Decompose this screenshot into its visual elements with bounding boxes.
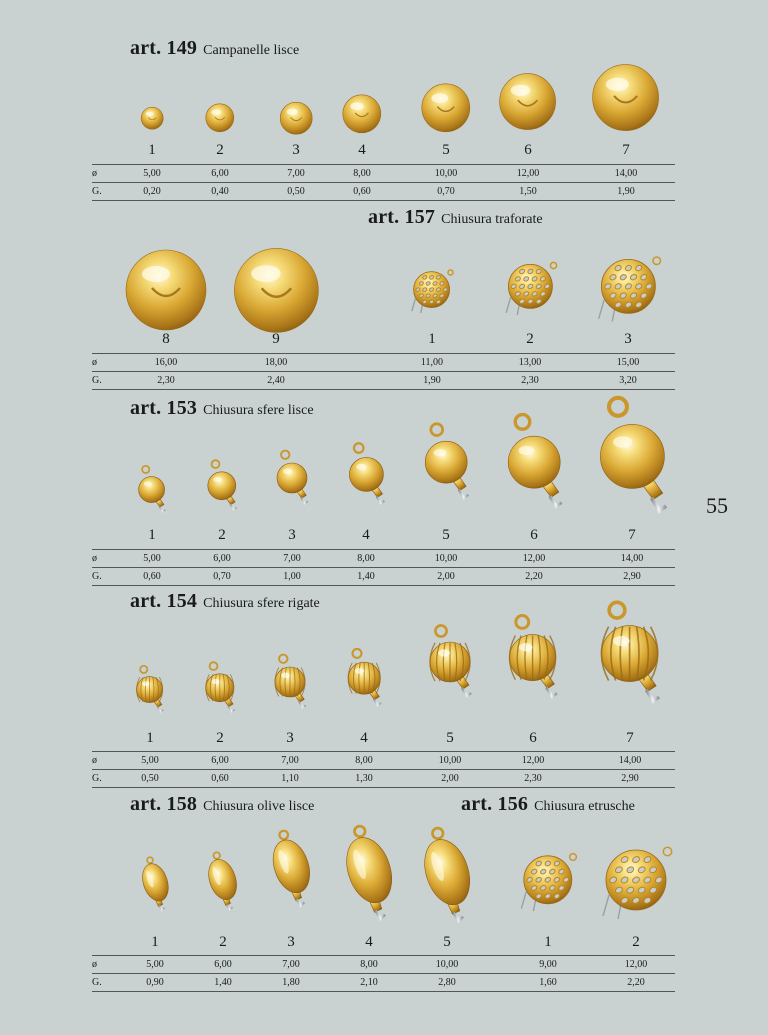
dome-highlight [212, 110, 222, 116]
dome-highlight [145, 111, 153, 115]
section-title-art-158 [130, 793, 314, 816]
diameter-value: 7,00 [283, 553, 301, 564]
diameter-value: 5,00 [143, 168, 161, 179]
top-ring [281, 451, 289, 459]
weight-value: 1,30 [355, 773, 373, 784]
diameter-value: 12,00 [521, 755, 545, 766]
weight-value: 1,90 [617, 186, 635, 197]
row-label-diameter [92, 165, 112, 183]
row-label-weight [92, 770, 112, 788]
dome-highlight [606, 78, 629, 91]
top-ring [214, 853, 220, 859]
diameter-value: 5,00 [143, 553, 161, 564]
diameter-value: 14,00 [618, 755, 642, 766]
diameter-value: 6,00 [214, 959, 232, 970]
table-rule [92, 585, 675, 586]
weight-value: 2,20 [525, 571, 543, 582]
weight-value: 0,90 [146, 977, 164, 988]
weight-value: 0,70 [437, 186, 455, 197]
item-number: 3 [624, 331, 632, 347]
top-ring [210, 662, 218, 670]
table-rule [92, 991, 675, 992]
weight-value: 0,60 [353, 186, 371, 197]
section-title-art-149 [130, 37, 299, 60]
weight-value: 0,50 [141, 773, 159, 784]
diameter-value: 7,00 [281, 755, 299, 766]
item-number: 7 [628, 527, 636, 543]
dome-highlight [351, 103, 364, 111]
row-label-diameter [92, 956, 112, 974]
section-title-art-153 [130, 397, 314, 420]
clasp-tongue [651, 498, 665, 511]
top-ring [609, 397, 627, 415]
top-ring [212, 460, 220, 468]
diameter-value: 12,00 [624, 959, 648, 970]
ring-loop [653, 257, 661, 265]
ball-highlight [142, 682, 150, 687]
row-label-diameter [92, 752, 112, 770]
section-title-art-154 [130, 590, 320, 613]
top-ring [279, 655, 287, 663]
ball-highlight [518, 446, 534, 455]
ring-loop [550, 262, 556, 268]
clasp-tongue [296, 899, 304, 906]
weight-value: 2,00 [441, 773, 459, 784]
diameter-label: ø [92, 168, 97, 179]
weight-value: 2,30 [521, 375, 539, 386]
item-number: 3 [287, 934, 295, 950]
top-ring [516, 616, 529, 629]
table-rule [92, 787, 675, 788]
item-number: 1 [148, 142, 156, 158]
diameter-value: 14,00 [620, 553, 644, 564]
weight-value: 0,20 [143, 186, 161, 197]
row-label-weight [92, 974, 112, 992]
article-name: Campanelle lisce [203, 43, 300, 58]
weight-label: G. [92, 186, 102, 197]
clasp-tongue [550, 496, 562, 506]
article-code: art. 154 [130, 590, 198, 612]
item-number: 6 [530, 527, 538, 543]
item-number: 3 [288, 527, 296, 543]
diameter-value: 12,00 [522, 553, 546, 564]
item-number: 5 [446, 730, 454, 746]
olive-body [339, 832, 400, 909]
ball-highlight [354, 668, 364, 674]
weight-value: 1,60 [539, 977, 557, 988]
olive-body [138, 860, 173, 904]
dome-highlight [251, 265, 280, 282]
olive-body [266, 835, 315, 897]
weight-value: 2,30 [524, 773, 542, 784]
item-number: 8 [162, 331, 170, 347]
diameter-value: 14,00 [614, 168, 638, 179]
diameter-value: 18,00 [264, 357, 288, 368]
weight-label: G. [92, 977, 102, 988]
row-label-weight [92, 568, 112, 586]
article-code: art. 149 [130, 37, 198, 59]
gold-dome [206, 104, 234, 132]
item-number: 5 [443, 934, 451, 950]
top-ring [515, 414, 530, 429]
weight-value: 1,40 [357, 571, 375, 582]
weight-value: 1,90 [423, 375, 441, 386]
item-number: 4 [360, 730, 368, 746]
ball-highlight [144, 482, 152, 487]
table-rule [92, 567, 675, 568]
weight-value: 2,20 [627, 977, 645, 988]
diameter-value: 12,00 [516, 168, 540, 179]
top-ring [354, 443, 364, 453]
article-name: Chiusura etrusche [534, 799, 635, 814]
clasp-tongue [453, 912, 462, 920]
weight-label: G. [92, 375, 102, 386]
weight-value: 0,60 [211, 773, 229, 784]
item-number: 4 [365, 934, 373, 950]
top-ring [432, 828, 442, 838]
table-rule [92, 549, 675, 550]
diameter-value: 6,00 [211, 755, 229, 766]
diameter-value: 7,00 [282, 959, 300, 970]
weight-value: 2,90 [623, 571, 641, 582]
article-name: Chiusura traforate [441, 212, 543, 227]
diameter-label: ø [92, 553, 97, 564]
weight-value: 1,10 [281, 773, 299, 784]
diameter-value: 10,00 [438, 755, 462, 766]
section-title-art-156 [461, 793, 635, 816]
diameter-value: 16,00 [154, 357, 178, 368]
item-number: 2 [218, 527, 226, 543]
clasp-tongue [374, 699, 381, 705]
gold-dome [593, 65, 659, 131]
item-number: 6 [529, 730, 537, 746]
table-rule [92, 182, 675, 183]
clasp-ball [208, 472, 236, 500]
clasp-tongue [227, 905, 233, 910]
diameter-value: 5,00 [146, 959, 164, 970]
clasp-ball [139, 477, 165, 503]
top-ring [431, 424, 443, 436]
item-number: 1 [151, 934, 159, 950]
item-number: 5 [442, 142, 450, 158]
diameter-value: 5,00 [141, 755, 159, 766]
weight-value: 0,70 [213, 571, 231, 582]
item-number: 2 [526, 331, 534, 347]
diameter-label: ø [92, 959, 97, 970]
olive-body [204, 856, 242, 904]
item-number: 2 [219, 934, 227, 950]
top-ring [610, 603, 626, 619]
diameter-value: 7,00 [287, 168, 305, 179]
item-number: 4 [362, 527, 370, 543]
diameter-value: 8,00 [360, 959, 378, 970]
weight-value: 1,40 [214, 977, 232, 988]
weight-value: 2,40 [267, 375, 285, 386]
clasp-tongue [158, 707, 164, 712]
clasp-tongue [647, 690, 660, 701]
gold-dome [141, 107, 163, 129]
dome-highlight [511, 85, 531, 96]
row-label-weight [92, 183, 112, 201]
article-code: art. 157 [368, 206, 436, 228]
row-label-diameter [92, 550, 112, 568]
olive-body [417, 834, 478, 911]
table-rule [92, 955, 675, 956]
table-rule [92, 973, 675, 974]
ball-highlight [613, 636, 630, 646]
clasp-ball [277, 463, 307, 493]
ring-loop [448, 270, 453, 275]
clasp-tongue [459, 489, 468, 497]
item-number: 4 [358, 142, 366, 158]
weight-label: G. [92, 773, 102, 784]
diameter-value: 6,00 [211, 168, 229, 179]
diameter-value: 10,00 [435, 959, 459, 970]
clasp-ball [600, 424, 664, 488]
item-number: 1 [148, 527, 156, 543]
top-ring [435, 625, 446, 636]
weight-label: G. [92, 571, 102, 582]
weight-value: 0,60 [143, 571, 161, 582]
article-code: art. 156 [461, 793, 529, 815]
item-number: 3 [286, 730, 294, 746]
item-number: 1 [544, 934, 552, 950]
article-code: art. 153 [130, 397, 198, 419]
dome-highlight [142, 266, 170, 282]
article-name: Chiusura sfere rigate [203, 596, 320, 611]
clasp-tongue [160, 507, 166, 512]
item-number: 2 [216, 730, 224, 746]
gold-dome [343, 95, 381, 133]
gold-dome [422, 84, 470, 132]
clasp-tongue [299, 702, 306, 708]
diameter-value: 8,00 [357, 553, 375, 564]
diameter-value: 15,00 [616, 357, 640, 368]
clasp-ball [349, 457, 383, 491]
ball-highlight [214, 477, 222, 482]
ball-highlight [433, 449, 446, 457]
weight-value: 2,00 [437, 571, 455, 582]
top-ring [354, 826, 364, 836]
article-name: Chiusura sfere lisce [203, 403, 314, 418]
item-number: 3 [292, 142, 300, 158]
clasp-tongue [301, 498, 308, 504]
ball-highlight [519, 643, 533, 651]
clasp-ball [508, 436, 560, 488]
diameter-label: ø [92, 357, 97, 368]
weight-value: 2,30 [157, 375, 175, 386]
diameter-value: 8,00 [355, 755, 373, 766]
top-ring [352, 649, 361, 658]
ball-highlight [613, 436, 632, 448]
top-ring [142, 466, 149, 473]
table-rule [92, 751, 675, 752]
dome-highlight [286, 108, 297, 114]
diameter-value: 13,00 [518, 357, 542, 368]
gold-dome [280, 102, 312, 134]
ball-highlight [356, 463, 366, 469]
clasp-tongue [228, 706, 234, 712]
weight-value: 3,20 [619, 375, 637, 386]
clasp-tongue [230, 504, 236, 510]
clasp-tongue [547, 688, 557, 697]
weight-value: 0,40 [211, 186, 229, 197]
table-rule [92, 769, 675, 770]
diameter-value: 6,00 [213, 553, 231, 564]
diameter-value: 10,00 [434, 168, 458, 179]
section-title-art-157 [368, 206, 543, 229]
weight-value: 1,80 [282, 977, 300, 988]
diameter-value: 8,00 [353, 168, 371, 179]
item-number: 1 [428, 331, 436, 347]
item-number: 2 [632, 934, 640, 950]
clasp-tongue [375, 910, 384, 918]
ball-highlight [212, 679, 220, 684]
clasp-ball [425, 441, 467, 483]
weight-value: 2,10 [360, 977, 378, 988]
item-number: 7 [626, 730, 634, 746]
gold-dome [500, 74, 556, 130]
ball-highlight [283, 469, 292, 474]
ball-highlight [438, 649, 450, 656]
diameter-value: 11,00 [420, 357, 444, 368]
diameter-value: 10,00 [434, 553, 458, 564]
item-number: 6 [524, 142, 532, 158]
weight-value: 1,00 [283, 571, 301, 582]
weight-value: 0,50 [287, 186, 305, 197]
clasp-tongue [376, 496, 384, 503]
table-rule [92, 200, 675, 201]
article-name: Chiusura olive lisce [203, 799, 315, 814]
top-ring [140, 666, 147, 673]
item-number: 9 [272, 331, 280, 347]
top-ring [147, 857, 153, 863]
item-number: 5 [442, 527, 450, 543]
item-number: 2 [216, 142, 224, 158]
diameter-label: ø [92, 755, 97, 766]
item-number: 1 [146, 730, 154, 746]
weight-value: 1,50 [519, 186, 537, 197]
top-ring [279, 830, 287, 838]
page-number: 55 [706, 493, 728, 518]
weight-value: 2,90 [621, 773, 639, 784]
clasp-tongue [159, 905, 164, 910]
weight-value: 2,80 [438, 977, 456, 988]
article-code: art. 158 [130, 793, 198, 815]
clasp-tongue [462, 688, 471, 696]
ball-highlight [281, 673, 290, 678]
ring-loop [663, 847, 671, 855]
item-number: 7 [622, 142, 630, 158]
dome-highlight [432, 94, 449, 104]
gold-dome [234, 248, 318, 332]
diameter-value: 9,00 [539, 959, 557, 970]
